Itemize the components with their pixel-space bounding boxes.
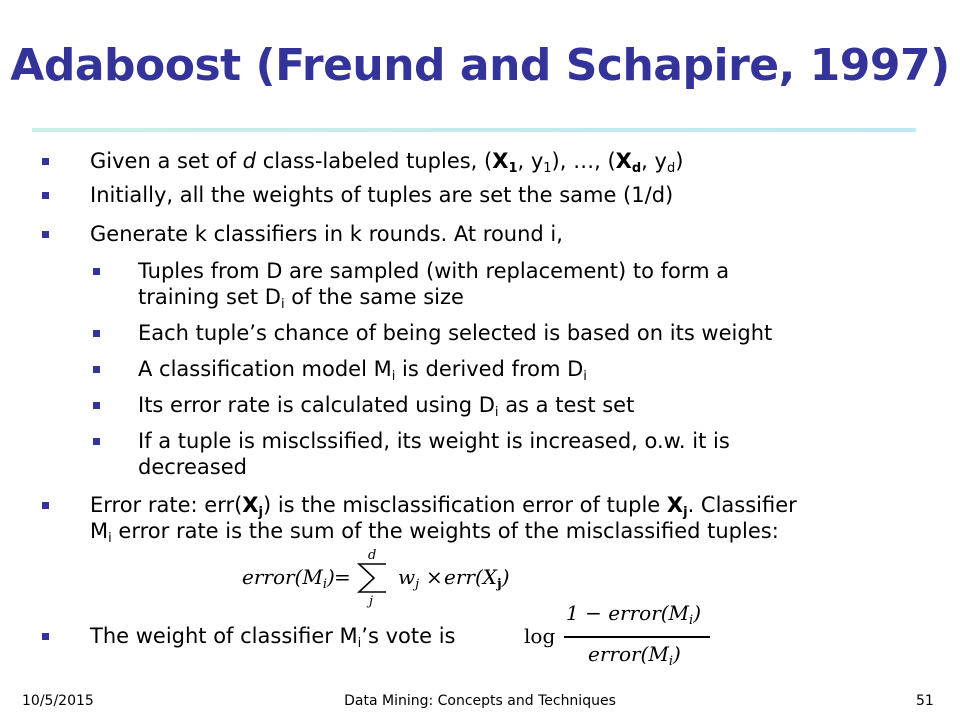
text: j	[415, 577, 420, 592]
text: )	[327, 565, 335, 589]
text: )	[501, 565, 510, 589]
text: j	[683, 505, 688, 520]
text: i	[494, 405, 499, 420]
text: d	[666, 161, 676, 176]
bullet-marker	[42, 502, 49, 509]
bullet-marker	[42, 231, 49, 238]
subbullet-selection-chance	[138, 320, 772, 346]
text: 1 − error(M	[566, 601, 690, 625]
bullet-initial-weights	[90, 182, 673, 208]
text: Given a set of	[90, 149, 243, 173]
text: i	[668, 654, 674, 669]
sum-lower-limit: j	[369, 594, 374, 609]
bullet-marker	[42, 158, 49, 165]
text: ’s vote is	[361, 624, 456, 648]
bullet-generate-classifiers	[90, 221, 563, 247]
bullet-marker	[42, 633, 49, 640]
text: , y	[641, 149, 667, 173]
page-number: 51	[916, 693, 934, 709]
bullet-marker	[93, 330, 100, 337]
text: ), …, (	[551, 149, 616, 173]
text: i	[391, 369, 396, 384]
subbullet-error-rate-test	[138, 392, 634, 418]
text: i	[322, 577, 328, 592]
log-text: log	[524, 624, 556, 648]
fraction-bar	[564, 636, 710, 638]
text: 1	[508, 161, 518, 176]
text: err(X	[444, 565, 497, 589]
text: i	[689, 613, 694, 628]
text: Tuples from D are sampled (with replacement) to form a	[138, 259, 730, 283]
text: X	[666, 493, 684, 517]
text: i	[108, 531, 112, 546]
text: j	[258, 505, 263, 520]
bullet-vote-weight	[90, 623, 455, 649]
text: )	[675, 149, 684, 173]
text: Error rate: err(	[90, 493, 243, 517]
times-sign: ×	[426, 565, 443, 589]
bullet-marker	[93, 268, 100, 275]
subbullet-sampling	[138, 258, 729, 310]
text: A classification model M	[138, 357, 392, 381]
text: d	[242, 149, 257, 173]
bullet-given-set	[90, 148, 683, 174]
text: The weight of classifier M	[90, 624, 358, 648]
vote-weight-formula	[524, 598, 714, 674]
text: Generate k classifiers in k rounds. At round i,	[90, 222, 563, 246]
text: Its error rate is calculated using D	[138, 393, 495, 417]
text: error(M	[588, 642, 669, 666]
equals-sign: =	[334, 565, 351, 589]
text: is derived from D	[395, 357, 584, 381]
bullet-marker	[93, 366, 100, 373]
bullet-marker	[93, 402, 100, 409]
footer-date: 10/5/2015	[22, 693, 94, 709]
bullet-marker	[42, 192, 49, 199]
text: training set D	[138, 285, 281, 309]
text: i	[280, 297, 285, 312]
text: M	[90, 519, 109, 543]
text: , y	[517, 149, 544, 173]
text: j	[497, 577, 502, 592]
text: If a tuple is misclssified, its weight is increased, o.w. it is	[138, 429, 730, 453]
text: X	[242, 493, 259, 517]
text: 1	[543, 161, 552, 176]
text: error rate is the sum of the weights of the misclassified tuples:	[111, 519, 779, 543]
text: as a test set	[498, 393, 635, 417]
bullet-error-rate	[90, 492, 797, 544]
error-rate-formula	[242, 548, 512, 612]
text: Each tuple’s chance of being selected is based on its weight	[138, 321, 773, 345]
footer-title: Data Mining: Concepts and Techniques	[344, 693, 616, 709]
bullet-marker	[93, 438, 100, 445]
sum-upper-limit: d	[368, 548, 377, 563]
subbullet-misclassified	[138, 428, 730, 480]
text: d	[631, 161, 642, 176]
text: class-labeled tuples, (	[256, 149, 493, 173]
text: w	[398, 565, 416, 589]
text: error(M	[242, 565, 323, 589]
text: Initially, all the weights of tuples are set the same (1/d)	[90, 183, 674, 207]
text: decreased	[138, 455, 247, 479]
text: )	[693, 601, 702, 625]
slide-title: Adaboost (Freund and Schapire, 1997)	[10, 40, 950, 91]
text: . Classifier	[687, 493, 797, 517]
text: ) is the misclassification error of tuple	[262, 493, 667, 517]
text: i	[357, 636, 362, 651]
text: X	[615, 149, 632, 173]
text: )	[673, 642, 681, 666]
subbullet-model-derived	[138, 356, 587, 382]
summation-icon	[356, 560, 390, 596]
text: i	[583, 369, 587, 384]
title-divider	[32, 128, 916, 132]
text: X	[492, 149, 509, 173]
text: of the same size	[284, 285, 464, 309]
